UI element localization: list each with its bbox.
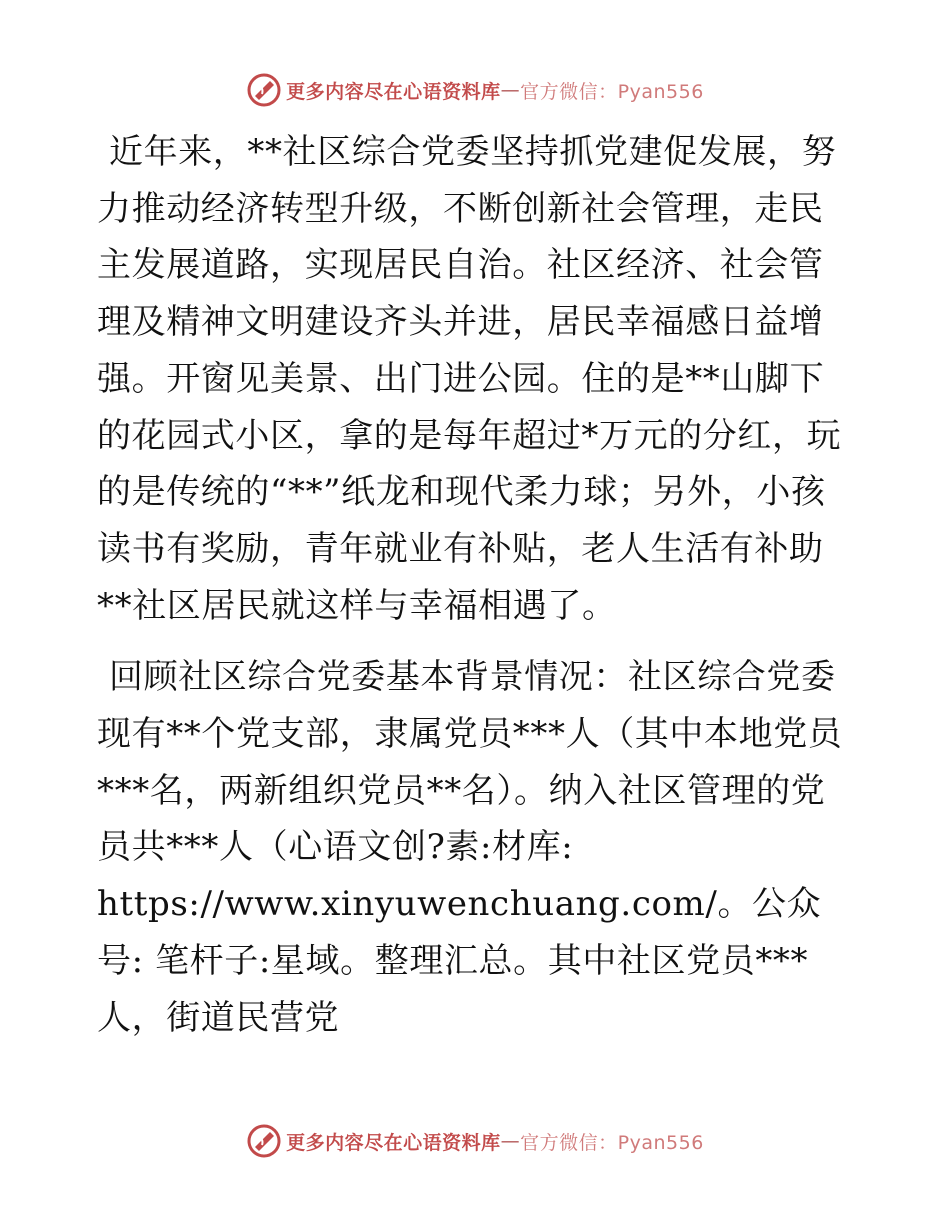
document-body	[97, 124, 857, 1046]
watermark-separator: —	[500, 1130, 521, 1152]
watermark-brand: 更多内容尽在心语资料库	[286, 80, 501, 103]
xinyu-logo-icon	[246, 1123, 282, 1159]
watermark-header	[0, 68, 950, 112]
paragraph-1: 近年来，**社区综合党委坚持抓党建促发展，努力推动经济转型升级，不断创新社会管理，走民主发展道路，实现居民自治。社区经济、社会管理及精神文明建设齐头并进，居民幸福感日益增强。开窗见美景、出门进公园。住的是**山脚下的花园式小区，拿的是每年超过*万元的分红，玩的是传统的“**”纸龙和现代柔力球；另外，小孩读书有奖励，青年就业有补贴，老人生活有补助**社区居民就这样与幸福相遇了。	[97, 132, 842, 626]
paragraph-2: 回顾社区综合党委基本背景情况：社区综合党委现有**个党支部，隶属党员***人（其中本地党员***名，两新组织党员**名）。纳入社区管理的党员共***人（心语文创?素:材库: https://www.xinyuwenchuang.com/。公众号: 笔杆子:星域。整理汇总。其中社区党员***人，街道民营党	[97, 657, 843, 1038]
watermark-contact: 官方微信：Pyan556	[520, 80, 704, 103]
watermark-footer	[0, 1119, 950, 1163]
watermark-brand: 更多内容尽在心语资料库	[286, 1131, 501, 1154]
watermark-separator: —	[500, 79, 521, 101]
xinyu-logo-icon	[246, 72, 282, 108]
watermark-contact: 官方微信：Pyan556	[520, 1131, 704, 1154]
